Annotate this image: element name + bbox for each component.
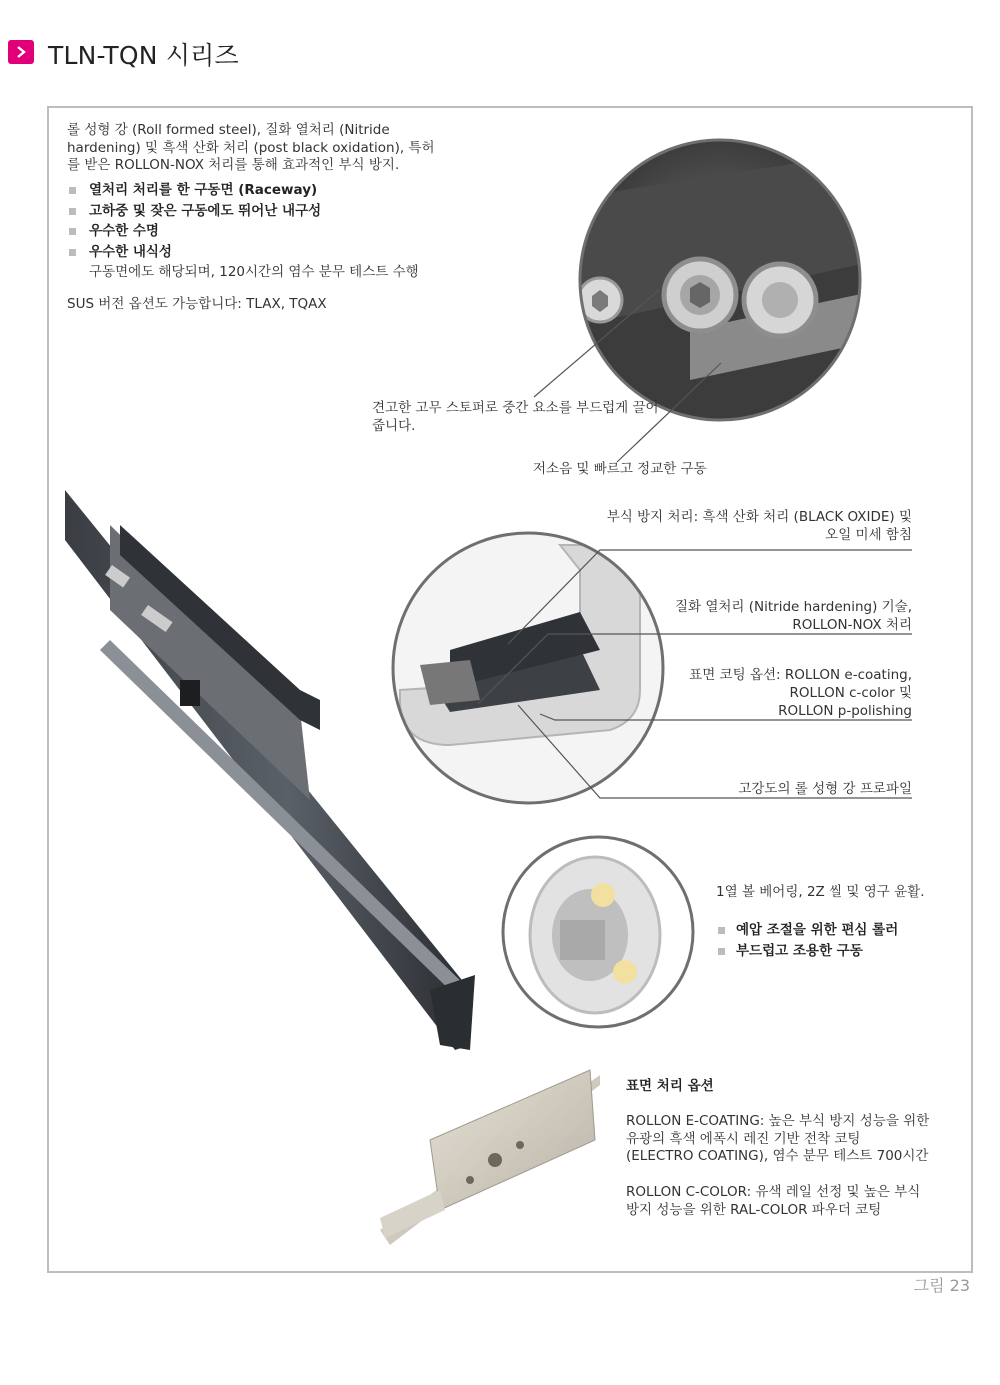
- callout-coating-line3: ROLLON p-polishing: [778, 703, 912, 719]
- page-title: TLN-TQN 시리즈: [48, 41, 239, 70]
- list-item: 우수한 수명: [67, 221, 487, 242]
- callout-nitride-line2: ROLLON-NOX 처리: [792, 617, 912, 633]
- list-item-sub: 구동면에도 해당되며, 120시간의 염수 분무 테스트 수행: [89, 264, 419, 280]
- sus-note: SUS 버전 옵션도 가능합니다: TLAX, TQAX: [67, 296, 327, 312]
- roller-closeup-image: [560, 140, 880, 440]
- callout-rubber-stopper: 견고한 고무 스토퍼로 중간 요소를 부드럽게 끌어 줍니다.: [372, 400, 659, 434]
- callout-nitride-line1: 질화 열처리 (Nitride hardening) 기술,: [674, 599, 912, 615]
- surface-ecoating: ROLLON E-COATING: 높은 부식 방지 성능을 위한 유광의 흑색 에폭시 레진 기반 전착 코팅 (ELECTRO COATING), 염수 분무 테스트 700시간: [626, 1113, 930, 1164]
- list-item: 부드럽고 조용한 구동: [716, 941, 898, 962]
- coated-rail-image: [380, 1070, 600, 1245]
- surface-title: 표면 처리 옵션: [626, 1078, 714, 1094]
- list-item: 고하중 및 잦은 구동에도 뛰어난 내구성: [67, 201, 487, 222]
- telescopic-rail-image: [65, 490, 475, 1050]
- bearing-desc: 1열 볼 베어링, 2Z 씰 및 영구 윤활.: [716, 884, 925, 900]
- feature-list: [67, 180, 487, 283]
- callout-coating-line2: ROLLON c-color 및: [789, 685, 912, 701]
- list-item: 열처리 처리를 한 구동면 (Raceway): [67, 180, 487, 201]
- callout-low-noise: 저소음 및 빠르고 정교한 구동: [533, 461, 707, 477]
- bearing-cutaway-image: [503, 837, 693, 1027]
- callout-corrosion-line2: 오일 미세 함침: [825, 527, 912, 543]
- surface-ccolor: ROLLON C-COLOR: 유색 레일 선정 및 높은 부식 방지 성능을 위한 RAL-COLOR 파우더 코팅: [626, 1184, 921, 1218]
- figure-label: 그림 23: [913, 1276, 970, 1295]
- list-item: 우수한 내식성 구동면에도 해당되며, 120시간의 염수 분무 테스트 수행: [67, 242, 487, 283]
- list-item: 예압 조절을 위한 편심 롤러: [716, 920, 898, 941]
- callout-corrosion-line1: 부식 방지 처리: 흑색 산화 처리 (BLACK OXIDE) 및: [606, 509, 912, 525]
- callout-coating-line1: 표면 코팅 옵션: ROLLON e-coating,: [689, 667, 912, 683]
- bearing-list: [716, 920, 898, 962]
- callout-profile: 고강도의 롤 성형 강 프로파일: [738, 781, 912, 797]
- intro-text: 롤 성형 강 (Roll formed steel), 질화 열처리 (Nitride hardening) 및 흑색 산화 처리 (post black oxidation), 특허를 받은 ROLLON-NOX 처리를 통해 효과적인 부식 방지.: [67, 122, 435, 173]
